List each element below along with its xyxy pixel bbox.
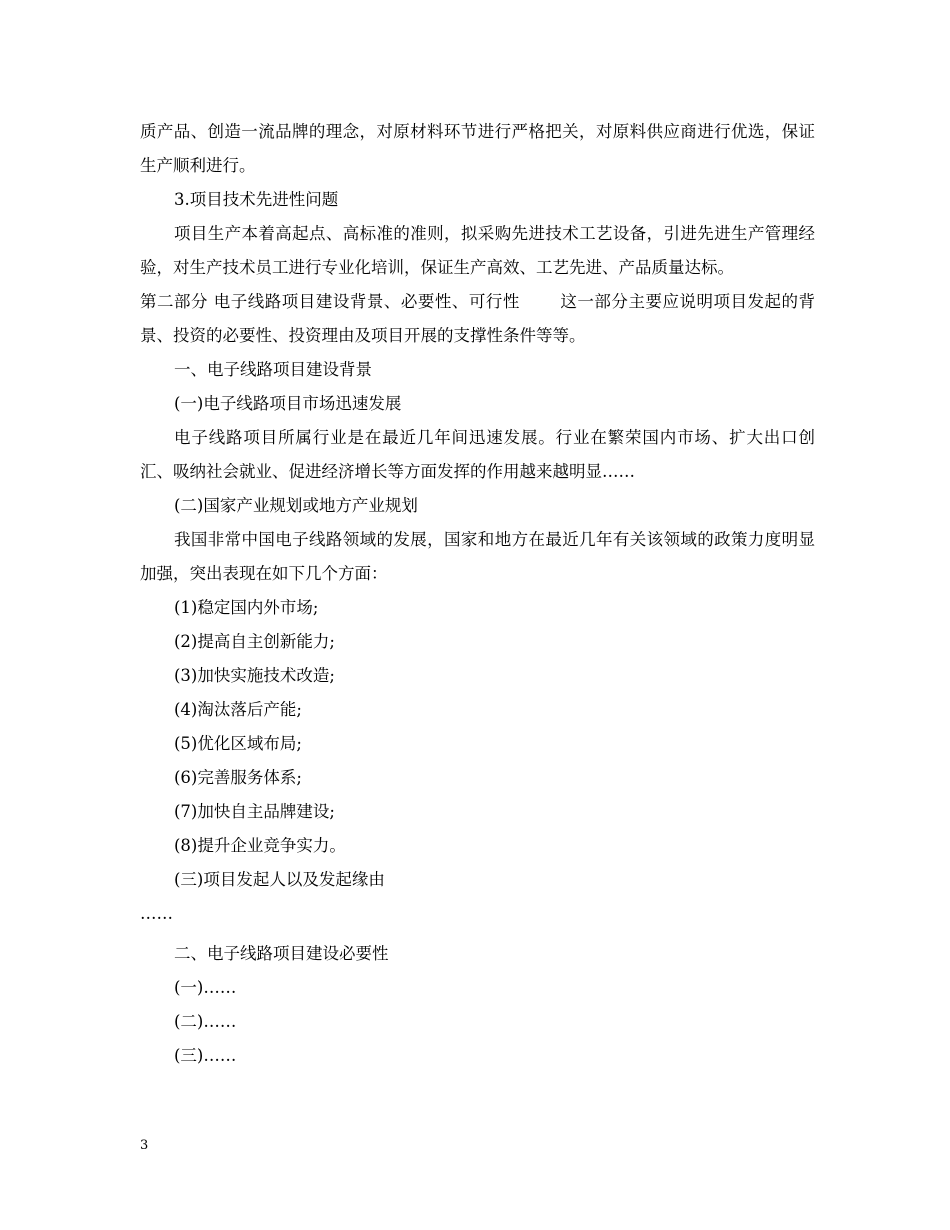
paragraph-policy: 我国非常中国电子线路领域的发展，国家和地方在最近几年有关该领域的政策力度明显加强，突出表现在如下几个方面： xyxy=(140,530,815,583)
heading-section-1-1: (一)电子线路项目市场迅速发展 xyxy=(174,394,402,413)
part-two-block xyxy=(140,285,815,353)
paragraph-continuation: 质产品、创造一流品牌的理念，对原材料环节进行严格把关，对原料供应商进行优选，保证生产顺利进行。 xyxy=(140,122,815,175)
page-number: 3 xyxy=(140,1138,149,1153)
part-two-title: 第二部分 电子线路项目建设背景、必要性、可行性 xyxy=(140,292,520,311)
list-item: (5)优化区域布局; xyxy=(174,734,302,753)
list-item: (4)淘汰落后产能; xyxy=(174,700,302,719)
paragraph-tech: 项目生产本着高起点、高标准的准则，拟采购先进技术工艺设备，引进先进生产管理经验，对生产技术员工进行专业化培训，保证生产高效、工艺先进、产品质量达标。 xyxy=(140,224,815,277)
heading-tech-advancement: 3.项目技术先进性问题 xyxy=(174,190,339,209)
document-body xyxy=(140,115,815,1073)
list-item: (1)稳定国内外市场; xyxy=(174,598,319,617)
list-item: (3)加快实施技术改造; xyxy=(174,666,335,685)
heading-section-1-2: (二)国家产业规划或地方产业规划 xyxy=(174,496,418,515)
list-item: (8)提升企业竞争实力。 xyxy=(174,836,346,855)
heading-section-2: 二、电子线路项目建设必要性 xyxy=(174,944,389,963)
list-item: (二)…… xyxy=(174,1012,237,1031)
list-item: (7)加快自主品牌建设; xyxy=(174,802,335,821)
list-item: (6)完善服务体系; xyxy=(174,768,302,787)
heading-section-1-3: (三)项目发起人以及发起缘由 xyxy=(174,870,385,889)
list-item: (三)…… xyxy=(174,1046,237,1065)
paragraph-market: 电子线路项目所属行业是在最近几年间迅速发展。行业在繁荣国内市场、扩大出口创汇、吸纳社会就业、促进经济增长等方面发挥的作用越来越明显…… xyxy=(140,428,815,481)
list-item: (一)…… xyxy=(174,978,237,997)
heading-section-1: 一、电子线路项目建设背景 xyxy=(174,360,372,379)
list-item: (2)提高自主创新能力; xyxy=(174,632,335,651)
ellipsis-line: …… xyxy=(140,904,173,923)
part-two-description: 这一部分主要应说明项目发起的背景、投资的必要性、投资理由及项目开展的支撑性条件等等。 xyxy=(140,292,816,345)
